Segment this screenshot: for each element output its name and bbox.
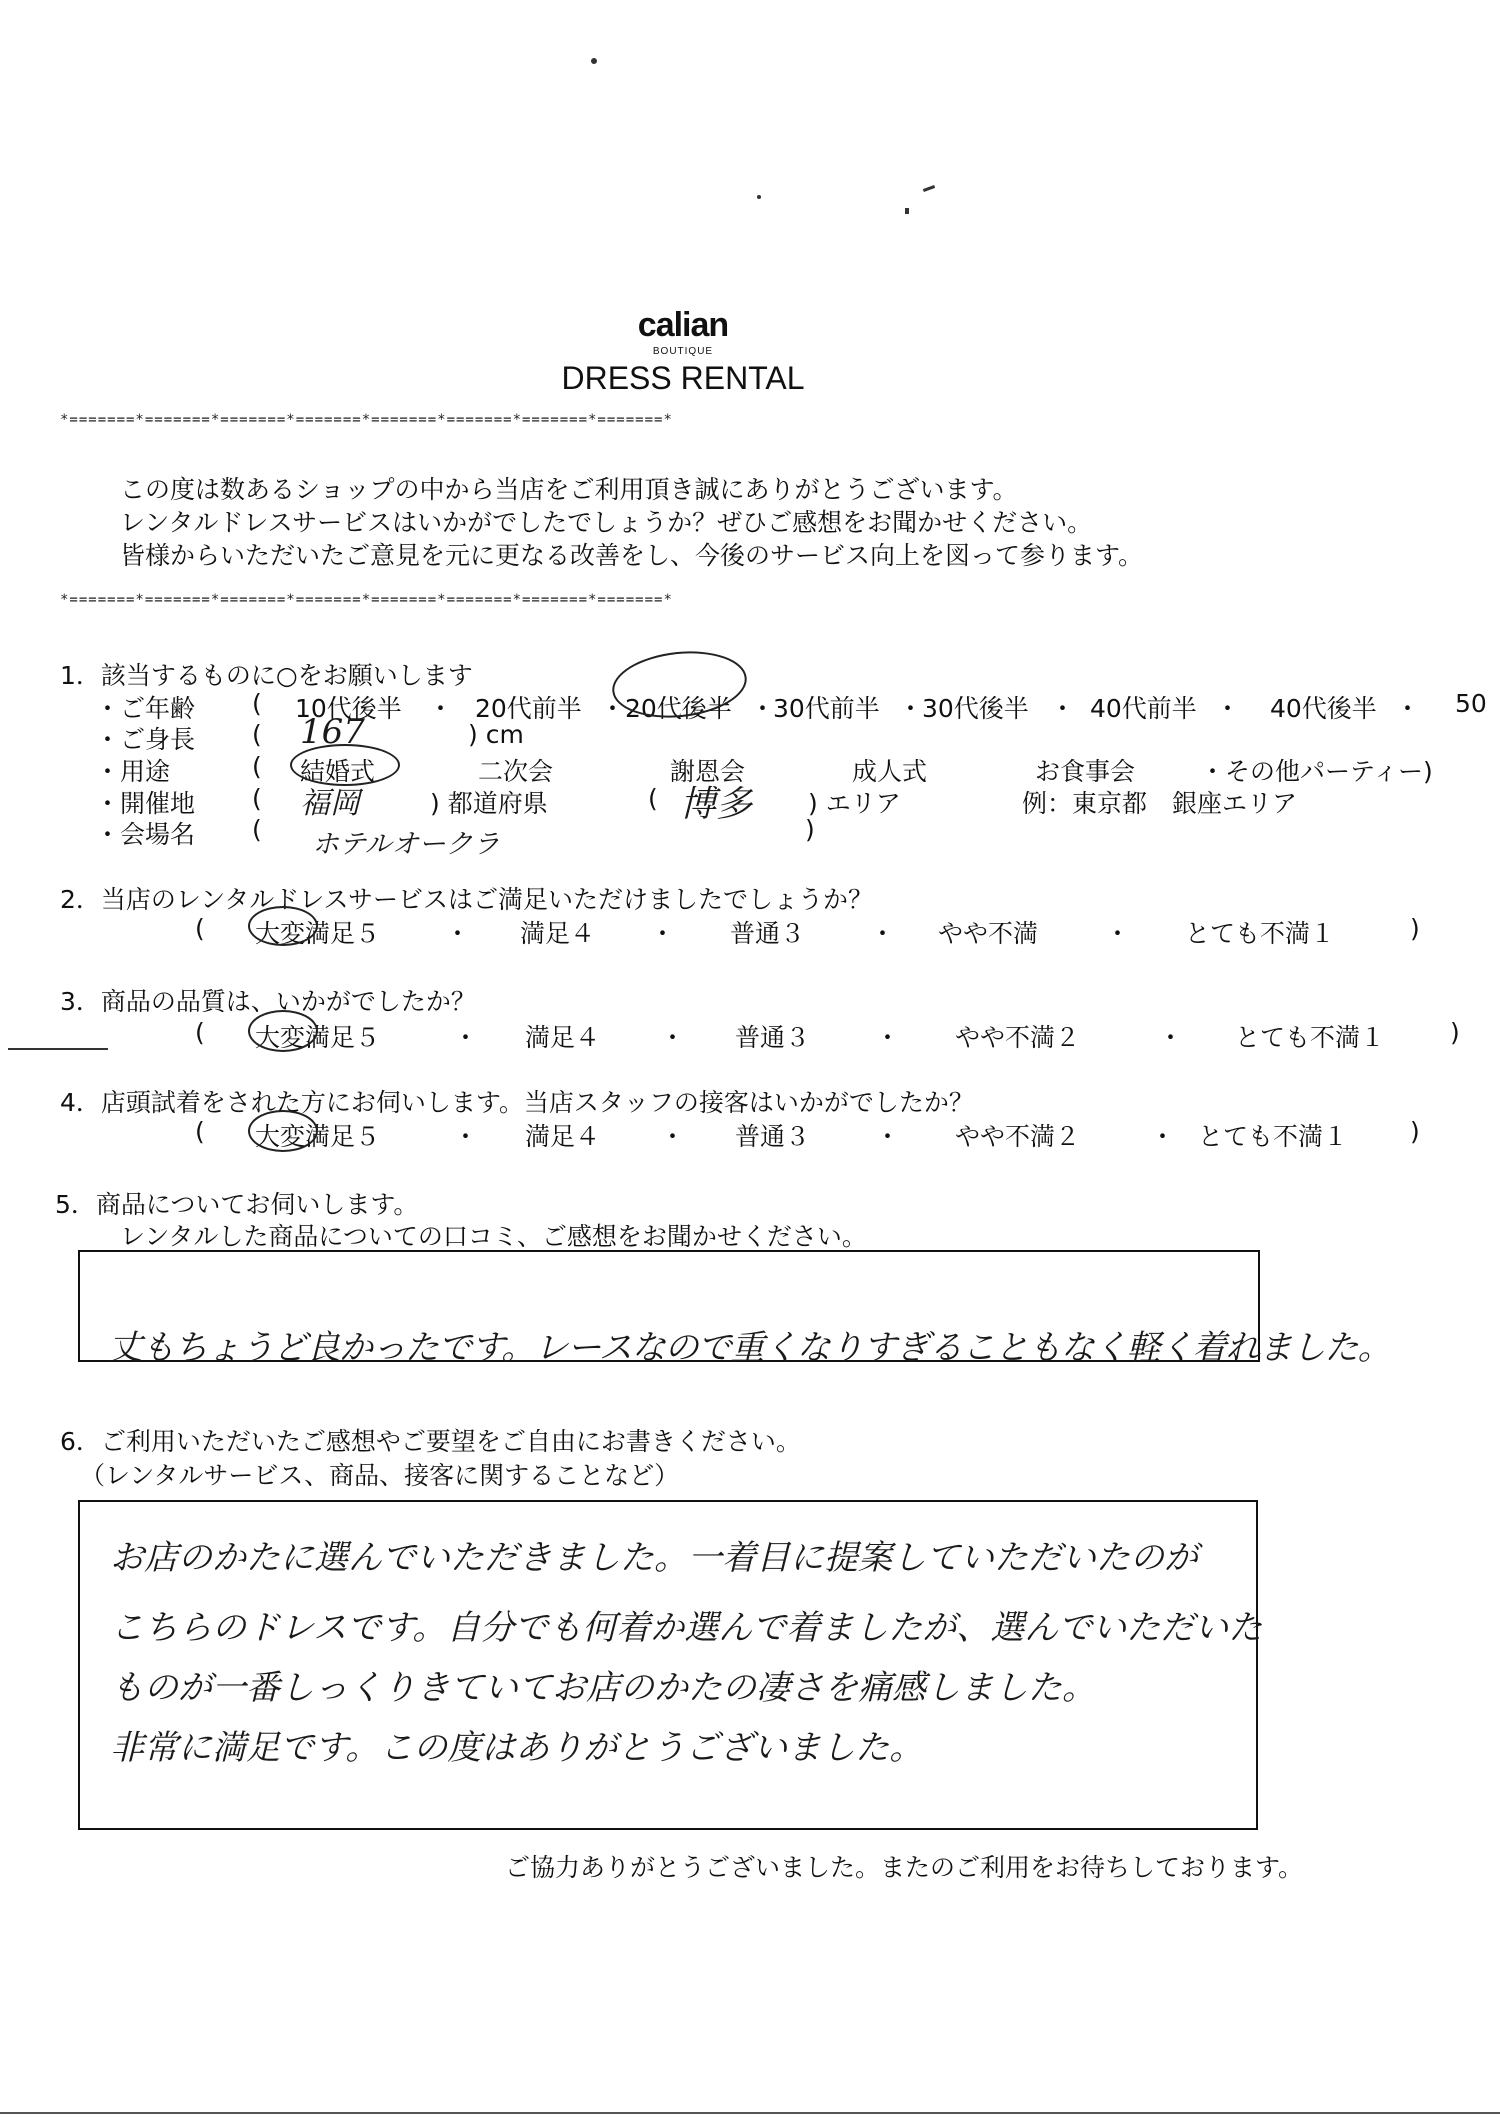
purpose-open-paren: ( (252, 752, 262, 781)
age-option: 20代前半 (475, 694, 582, 723)
prefecture-suffix: ) 都道府県 (430, 789, 548, 818)
q6-subtitle: （レンタルサービス、商品、接客に関することなど） (80, 1461, 680, 1490)
q2-option: やや不満 (938, 919, 1039, 948)
intro-line-2: レンタルドレスサービスはいかがでしたでしょうか？ぜひご感想をお聞かせください。 (120, 508, 1093, 537)
venue-value: ホテルオークラ (312, 829, 500, 860)
scan-mark (8, 1048, 108, 1050)
age-option: 10代後半 (295, 694, 402, 723)
height-label: ・ご身長 (95, 725, 196, 754)
q4-option: とても不満１ (1198, 1122, 1349, 1151)
q5-answer: 丈もちょうど良かったです。レースなので重くなりすぎることもなく軽く着れました。 (108, 1328, 1391, 1368)
intro-line-3: 皆様からいただいたご意見を元に更なる改善をし、今後のサービス向上を図って参ります。 (120, 541, 1144, 570)
venue-close-paren: ) (805, 815, 815, 844)
q4-dot: ・ (875, 1122, 901, 1151)
scan-speck (923, 185, 935, 192)
area-suffix: ) エリア (808, 789, 901, 818)
q3-option-selected: 大変満足５ (255, 1023, 381, 1052)
q2-option: 普通３ (730, 919, 806, 948)
q3-dot: ・ (1158, 1023, 1184, 1052)
age-dot: ・ (1215, 694, 1241, 723)
age-open-paren: ( (252, 689, 262, 718)
q4-open-paren: ( (195, 1117, 205, 1146)
location-open-paren: ( (252, 784, 262, 813)
q4-dot: ・ (660, 1122, 686, 1151)
q3-title: 3．商品の品質は、いかがでしたか？ (60, 987, 476, 1016)
age-dot: ・ (428, 694, 454, 723)
brand-logo: calian (637, 306, 729, 344)
intro-line-1: この度は数あるショップの中から当店をご利用頂き誠にありがとうございます。 (120, 475, 1018, 504)
purpose-label: ・用途 (95, 757, 171, 786)
q3-dot: ・ (660, 1023, 686, 1052)
q2-dot: ・ (1105, 919, 1131, 948)
age-dot: ・ (750, 694, 776, 723)
q2-dot: ・ (870, 919, 896, 948)
q6-answer-line: 非常に満足です。この度はありがとうございました。 (110, 1728, 924, 1768)
separator-bottom: *=======*=======*=======*=======*=======*=======*=======*=======* (60, 592, 673, 608)
purpose-option: 成人式 (852, 757, 928, 786)
q6-answer-line: ものが一番しっくりきていてお店のかたの凄さを痛感しました。 (110, 1668, 1096, 1708)
age-option: 30代前半 (773, 694, 880, 723)
q4-option: やや不満２ (955, 1122, 1081, 1151)
page-title: DRESS RENTAL (561, 360, 805, 396)
q4-close-paren: ) (1410, 1117, 1420, 1146)
scan-speck (905, 208, 909, 214)
footer-thanks: ご協力ありがとうございました。またのご利用をお待ちしております。 (505, 1853, 1304, 1882)
area-value: 博多 (680, 784, 753, 825)
q2-selection-circle (248, 906, 318, 946)
q2-open-paren: ( (195, 914, 205, 943)
separator-top: *=======*=======*=======*=======*=======*=======*=======*=======* (60, 412, 673, 428)
scan-speck (757, 195, 761, 199)
age-dot: ・ (600, 694, 626, 723)
q3-open-paren: ( (195, 1018, 205, 1047)
scan-speck (591, 58, 597, 64)
q5-subtitle: レンタルした商品についての口コミ、ご感想をお聞かせください。 (120, 1222, 867, 1251)
q1-title: 1．該当するものに○をお願いします (60, 661, 473, 690)
q3-option: とても不満１ (1235, 1023, 1386, 1052)
prefecture-value: 福岡 (300, 786, 360, 821)
height-value: 167 (300, 712, 365, 752)
q3-dot: ・ (875, 1023, 901, 1052)
purpose-option: お食事会 (1035, 757, 1136, 786)
area-open-paren: ( (648, 784, 658, 813)
q4-selection-circle (248, 1110, 318, 1152)
scan-line (0, 2112, 1500, 2114)
q6-answer-line: お店のかたに選んでいただきました。一着目に提案していただいたのが (110, 1538, 1198, 1578)
q3-option: 普通３ (735, 1023, 811, 1052)
q3-dot: ・ (453, 1023, 479, 1052)
purpose-option-selected: 結婚式 (300, 757, 376, 786)
q2-dot: ・ (445, 919, 471, 948)
q2-close-paren: ) (1410, 914, 1420, 943)
location-label: ・開催地 (95, 789, 196, 818)
q3-close-paren: ) (1450, 1018, 1460, 1047)
age-dot: ・ (1050, 694, 1076, 723)
purpose-option: ・その他パーティー) (1200, 757, 1433, 786)
brand-logo-sub: BOUTIQUE (652, 346, 714, 357)
q3-option: 満足４ (525, 1023, 601, 1052)
height-open-paren: ( (252, 720, 262, 749)
q4-dot: ・ (453, 1122, 479, 1151)
q4-option: 普通３ (735, 1122, 811, 1151)
venue-label: ・会場名 (95, 820, 196, 849)
height-unit: ) cm (468, 720, 524, 749)
purpose-option: 謝恩会 (670, 757, 746, 786)
q6-title: 6．ご利用いただいたご感想やご要望をご自由にお書きください。 (60, 1427, 801, 1456)
q5-title: 5．商品についてお伺いします。 (55, 1190, 419, 1219)
q6-answer-line: こちらのドレスです。自分でも何着か選んで着ましたが、選んでいただいた (110, 1608, 1263, 1648)
location-example: 例：東京都 銀座エリア (1022, 789, 1298, 818)
age-dot: ・ (1395, 694, 1421, 723)
age-option: 40代前半 (1090, 694, 1197, 723)
q2-dot: ・ (650, 919, 676, 948)
q3-option: やや不満２ (955, 1023, 1081, 1052)
venue-open-paren: ( (252, 815, 262, 844)
q2-option: とても不満１ (1185, 919, 1336, 948)
age-dot: ・ (898, 694, 924, 723)
age-option: 30代後半 (922, 694, 1029, 723)
q4-option-selected: 大変満足５ (255, 1122, 381, 1151)
age-option-selected: 20代後半 (625, 694, 732, 723)
age-label: ・ご年齢 (95, 694, 196, 723)
q2-option-selected: 大変満足５ (255, 919, 381, 948)
age-option: 40代後半 (1270, 694, 1377, 723)
age-option: 50 (1455, 689, 1487, 718)
q4-dot: ・ (1150, 1122, 1176, 1151)
q2-title: 2．当店のレンタルドレスサービスはご満足いただけましたでしょうか？ (60, 885, 874, 914)
q4-option: 満足４ (525, 1122, 601, 1151)
purpose-option: 二次会 (478, 757, 554, 786)
q4-title: 4．店頭試着をされた方にお伺いします。当店スタッフの接客はいかがでしたか？ (60, 1088, 974, 1117)
q2-option: 満足４ (520, 919, 596, 948)
q3-selection-circle (248, 1010, 318, 1052)
